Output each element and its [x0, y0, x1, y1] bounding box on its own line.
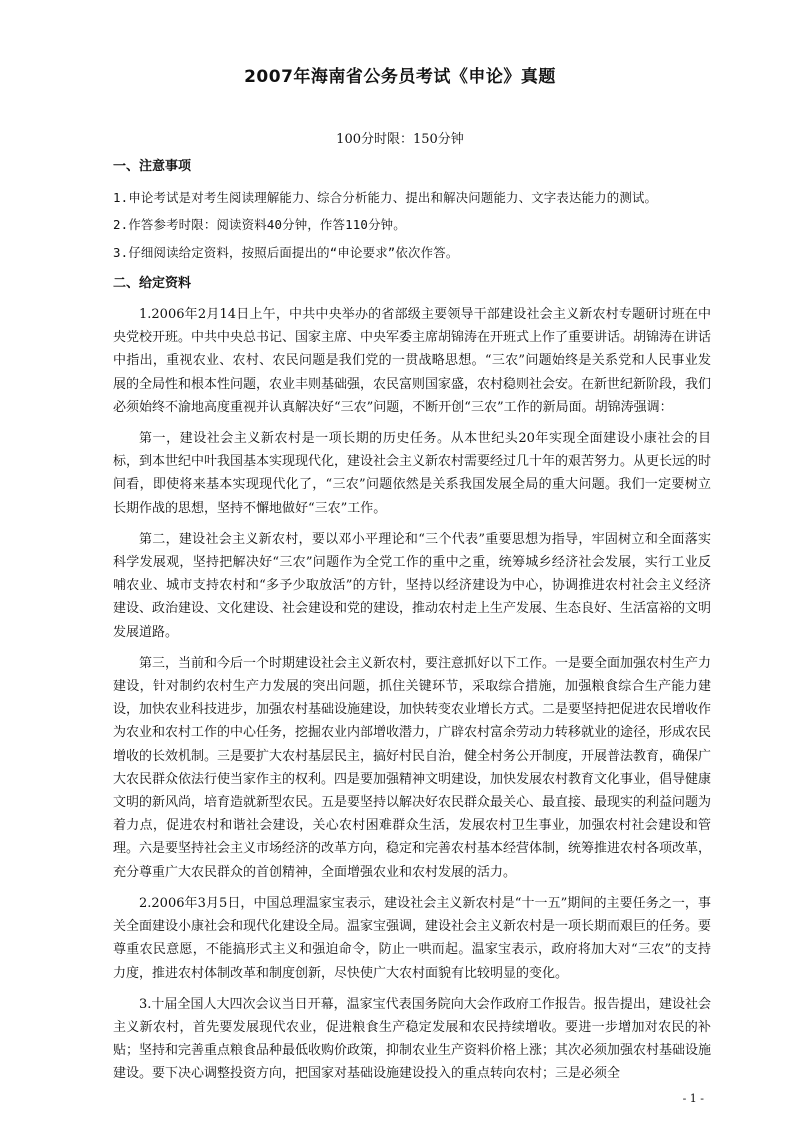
spacer — [113, 178, 711, 186]
section-heading-materials: 二、给定资料 — [113, 275, 192, 291]
notice-item: 2.作答参考时限：阅读资料40分钟，作答110分钟。 — [113, 217, 406, 233]
section-heading-notice: 一、注意事项 — [113, 159, 192, 174]
spacer — [113, 295, 711, 303]
material-paragraph: 2.2006年3月5日，中国总理温家宝表示，建设社会主义新农村是“十一五”期间的主要任务之一，事关全面建设小康社会和现代化建设全局。温家宝强调，建设社会主义新农村是一项长期而艰巨的任务。要尊重农民意愿，不能搞形式主义和强迫命令，防止一哄而起。温家宝表示，政府将加大对“三农”的支持力度，推进农村体制改革和制度创新，尽快使广大农村面貌有比较明显的变化。 — [113, 895, 712, 981]
spacer — [113, 884, 711, 892]
document-body — [113, 155, 711, 1086]
notice-item: 1.申论考试是对考生阅读理解能力、综合分析能力、提出和解决问题能力、文字表达能力的测试。 — [113, 190, 658, 206]
page-title: 2007年海南省公务员考试《申论》真题 — [244, 67, 556, 87]
material-paragraph: 1.2006年2月14日上午，中共中央举办的省部级主要领导干部建设社会主义新农村专题研讨班在中央党校开班。中共中央总书记、国家主席、中央军委主席胡锦涛在开班式上作了重要讲话。胡锦涛在讲话中指出，重视农业、农村、农民问题是我们党的一贯战略思想。“三农”问题始终是关系党和人民事业发展的全局性和根本性问题，农业丰则基础强，农民富则国家盛，农村稳则社会安。在新世纪新阶段，我们必须始终不渝地高度重视并认真解决好“三农”问题，不断开创“三农”工作的新局面。胡锦涛强调： — [113, 307, 712, 415]
spacer — [113, 644, 711, 652]
spacer — [113, 419, 711, 427]
exam-meta: 100分时限：150分钟 — [336, 132, 464, 147]
page-number: - 1 - — [682, 1092, 704, 1105]
material-paragraph: 第一，建设社会主义新农村是一项长期的历史任务。从本世纪头20年实现全面建设小康社会的目标，到本世纪中叶我国基本实现现代化，建设社会主义新农村需要经过几十年的艰苦努力。从更长远的时间看，即使将来基本实现现代化了，“三农”问题依然是关系我国发展全局的重大问题。我们一定要树立长期作战的思想，坚持不懈地做好“三农”工作。 — [113, 431, 712, 516]
spacer — [113, 520, 711, 528]
material-paragraph: 第三，当前和今后一个时期建设社会主义新农村，要注意抓好以下工作。一是要全面加强农村生产力建设，针对制约农村生产力发展的突出问题，抓住关键环节，采取综合措施，加强粮食综合生产能力建设，加快农业科技进步，加强农村基础设施建设，加快转变农业增长方式。二是要坚持把促进农民增收作为农业和农村工作的中心任务，挖掘农业内部增收潜力，广辟农村富余劳动力转移就业的途径，形成农民增收的长效机制。三是要扩大农村基层民主，搞好村民自治，健全村务公开制度，开展普法教育，确保广大农民群众依法行使当家作主的权利。四是要加强精神文明建设，加快发展农村教育文化事业，倡导健康文明的新风尚，培育造就新型农民。五是要坚持以解决好农民群众最关心、最直接、最现实的利益问题为着力点，促进农村和谐社会建设，关心农村困难群众生活，发展农村卫生事业，加强农村社会建设和管理。六是要坚持社会主义市场经济的改革方向，稳定和完善农村基本经营体制，统筹推进农村各项改革，充分尊重广大农民群众的首创精神，全面增强农业和农村发展的活力。 — [113, 655, 712, 880]
spacer — [113, 264, 711, 272]
material-paragraph: 第二，建设社会主义新农村，要以邓小平理论和“三个代表”重要思想为指导，牢固树立和全面落实科学发展观，坚持把解决好“三农”问题作为全党工作的重中之重，统筹城乡经济社会发展，实行工业反哺农业、城市支持农村和“多予少取放活”的方针，坚持以经济建设为中心，协调推进农村社会主义经济建设、政治建设、文化建设、社会建设和党的建设，推动农村走上生产发展、生态良好、生活富裕的文明发展道路。 — [113, 531, 712, 640]
material-paragraph: 3.十届全国人大四次会议当日开幕，温家宝代表国务院向大会作政府工作报告。报告提出，建设社会主义新农村，首先要发展现代农业，促进粮食生产稳定发展和农民持续增收。要进一步增加对农民的补贴；坚持和完善重点粮食品种最低收购价政策，抑制农业生产资料价格上涨；其次必须加强农村基础设施建设。要下决心调整投资方向，把国家对基础设施建设投入的重点转向农村；三是必须全 — [113, 996, 712, 1082]
notice-item: 3.仔细阅读给定资料，按照后面提出的“申论要求”依次作答。 — [113, 244, 459, 260]
spacer — [113, 985, 711, 993]
